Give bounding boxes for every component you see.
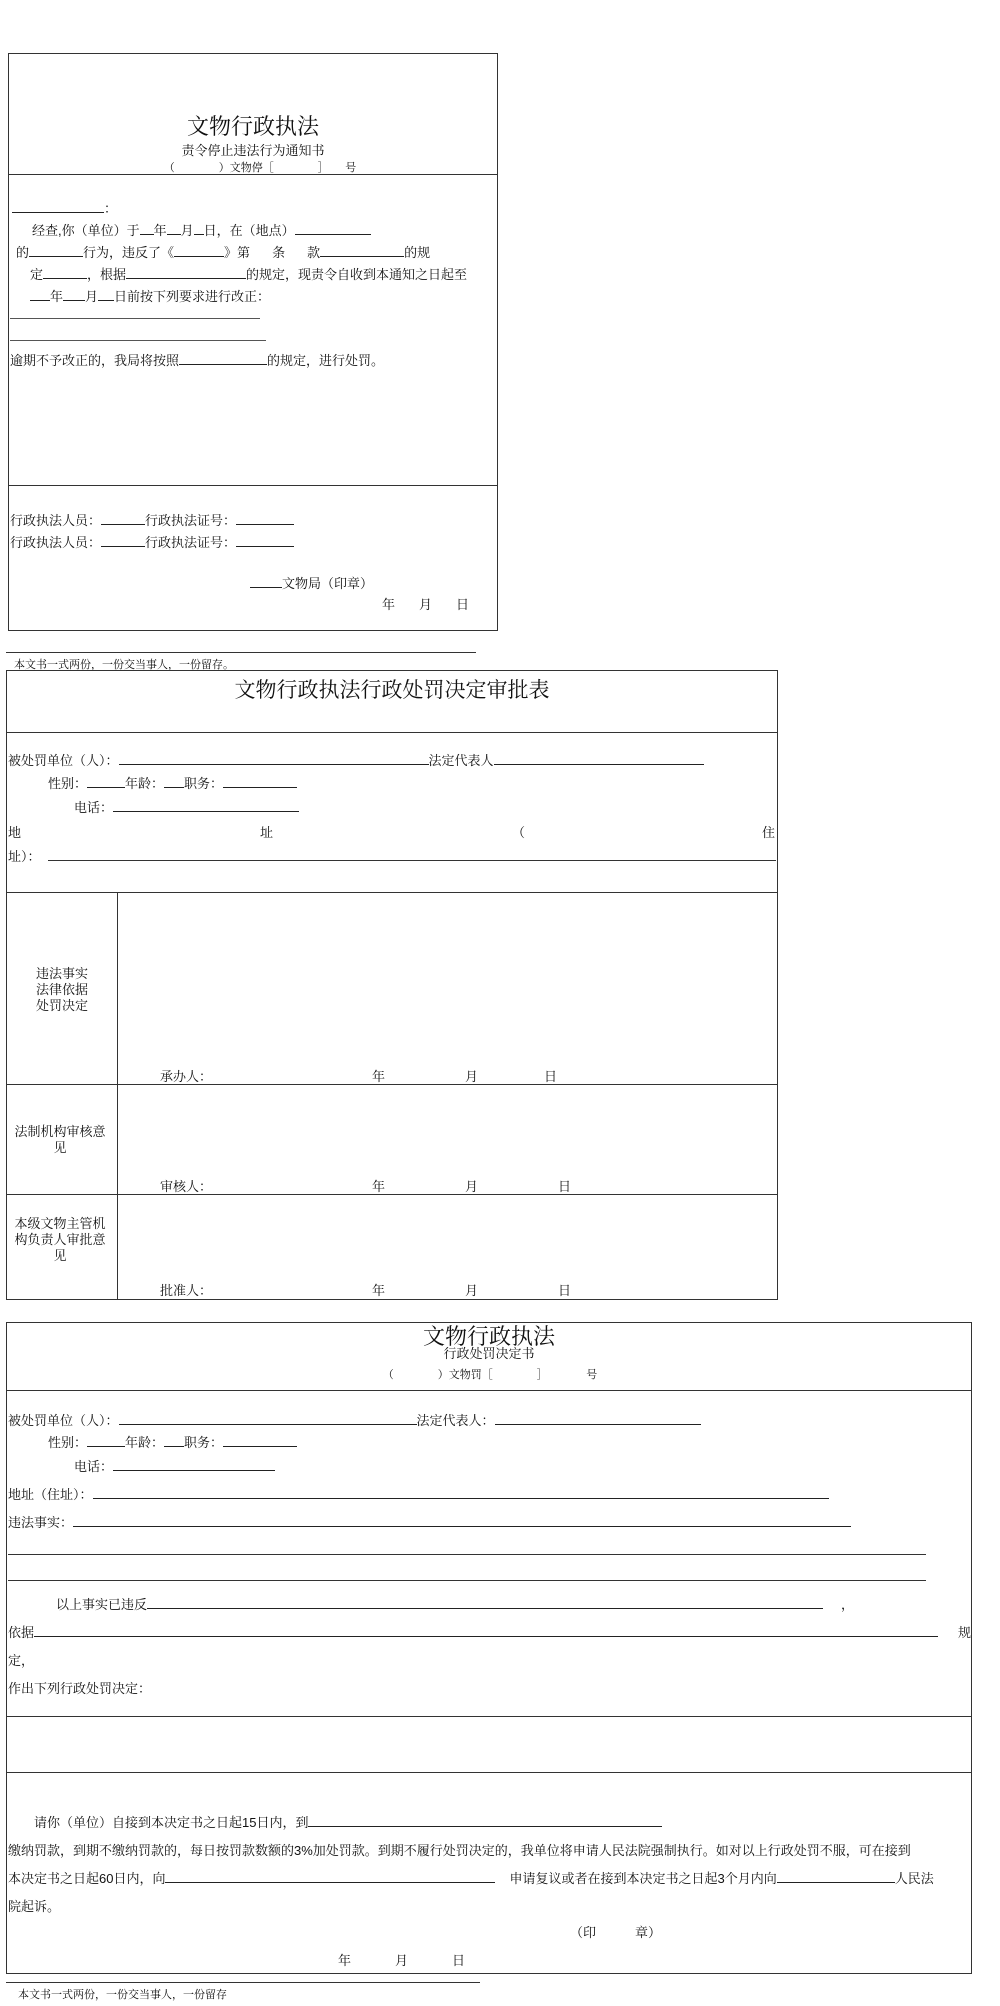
decision-basis-label: 依据 bbox=[8, 1625, 35, 1640]
l7-b: 的规定，进行处罚。 bbox=[267, 353, 385, 368]
notice-title: 文物行政执法 bbox=[186, 114, 319, 139]
row1-year: 年 bbox=[372, 1069, 386, 1084]
decision-basis-end: 规 bbox=[958, 1625, 972, 1640]
decision-pay-c1: 本决定书之日起60日内，向 bbox=[8, 1871, 166, 1886]
notice-line-1 bbox=[32, 220, 371, 239]
decision-age-label: 年龄： bbox=[125, 1435, 165, 1450]
decision-footnote-rule bbox=[6, 1982, 480, 1983]
approval-phone-label: 电话： bbox=[74, 800, 114, 815]
approval-row2-date bbox=[372, 1176, 571, 1195]
notice-year: 年 bbox=[382, 597, 396, 612]
approval-row1-top bbox=[6, 892, 778, 893]
approval-position-label: 职务： bbox=[184, 776, 224, 791]
l3-c: 的规定，现责令自收到本通知之日起至 bbox=[246, 267, 468, 282]
approval-phone-line bbox=[74, 797, 299, 816]
notice-month: 月 bbox=[419, 597, 433, 612]
notice-footnote-rule bbox=[6, 652, 476, 653]
officer1-label: 行政执法人员： bbox=[10, 513, 102, 528]
l7-a: 逾期不予改正的，我局将按照 bbox=[10, 353, 180, 368]
l2-g: 的规 bbox=[404, 245, 431, 260]
approval-row3-sign bbox=[160, 1280, 212, 1299]
decision-facts-blank-1 bbox=[8, 1554, 926, 1555]
decision-header-divider bbox=[6, 1390, 972, 1391]
row1-sign-label: 承办人： bbox=[160, 1069, 213, 1084]
approval-title: 文物行政执法行政处罚决定审批表 bbox=[234, 679, 550, 702]
notice-day: 日 bbox=[456, 597, 470, 612]
l1-c: 月 bbox=[180, 223, 194, 238]
l2-a: 的 bbox=[16, 245, 30, 260]
officer2-label: 行政执法人员： bbox=[10, 535, 102, 550]
l3-a: 定 bbox=[30, 267, 44, 282]
decision-pay-line-b: 缴纳罚款，到期不缴纳罚款的，每日按罚款数额的3%加处罚款。到期不履行处罚决定的，我单位将申请人民法院强制执行。如对以上行政处罚不服，可在接到 bbox=[8, 1843, 911, 1858]
decision-phone-line bbox=[74, 1456, 275, 1475]
decision-above-label: 以上事实已违反 bbox=[56, 1597, 148, 1612]
approval-addr-e: 址）： bbox=[8, 849, 41, 864]
row3-month: 月 bbox=[465, 1283, 479, 1298]
decision-year: 年 bbox=[338, 1953, 352, 1968]
approval-addr-underline bbox=[48, 860, 776, 861]
approval-gender-label: 性别： bbox=[48, 776, 88, 791]
notice-recipient bbox=[12, 198, 117, 217]
notice-line-3 bbox=[30, 264, 467, 283]
decision-pay-c2: 申请复议或者在接到本决定书之日起3个月内向 bbox=[509, 1871, 777, 1886]
decision-position-label: 职务： bbox=[184, 1435, 224, 1450]
approval-party-line bbox=[8, 750, 704, 769]
row3-day: 日 bbox=[558, 1283, 572, 1298]
notice-blank-line-1 bbox=[10, 318, 260, 319]
l2-d: 》第 bbox=[224, 245, 251, 260]
decision-day: 日 bbox=[452, 1953, 466, 1968]
decision-subtitle: 行政处罚决定书 bbox=[443, 1346, 535, 1361]
decision-title: 文物行政执法 bbox=[422, 1324, 555, 1349]
approval-row2-label: 法制机构审核意见 bbox=[14, 1124, 106, 1155]
l2-e: 条 bbox=[272, 245, 286, 260]
decision-facts-label: 违法事实： bbox=[8, 1515, 74, 1530]
bureau-text: 文物局（印章） bbox=[282, 576, 374, 591]
l2-b: 行为 bbox=[83, 245, 110, 260]
l2-c: ，违反了《 bbox=[109, 245, 175, 260]
decision-penalty-top bbox=[6, 1716, 972, 1717]
approval-row2-sign bbox=[160, 1176, 212, 1195]
notice-subtitle: 责令停止违法行为通知书 bbox=[181, 143, 325, 158]
row2-month: 月 bbox=[465, 1179, 479, 1194]
decision-gender-label: 性别： bbox=[48, 1435, 88, 1450]
officer2-cert-label: 行政执法证号： bbox=[145, 535, 237, 550]
approval-legal-rep-label: 法定代表人 bbox=[428, 753, 494, 768]
decision-penalty-bottom bbox=[6, 1772, 972, 1773]
notice-bureau-seal bbox=[250, 573, 373, 592]
notice-date bbox=[382, 594, 469, 613]
row2-year: 年 bbox=[372, 1179, 386, 1194]
l3-b: ，根据 bbox=[87, 267, 127, 282]
decision-legal-rep-label: 法定代表人： bbox=[416, 1413, 495, 1428]
decision-pay-c3: 人民法 bbox=[894, 1871, 934, 1886]
decision-footnote: 本文书一式两份，一份交当事人，一份留存 bbox=[18, 1989, 227, 2001]
approval-age-label: 年龄： bbox=[125, 776, 165, 791]
l1-b: 年 bbox=[153, 223, 167, 238]
approval-row3-date bbox=[372, 1280, 571, 1299]
decision-month: 月 bbox=[395, 1953, 409, 1968]
notice-line-2 bbox=[16, 242, 430, 261]
notice-signature-divider bbox=[8, 485, 498, 486]
decision-facts-blank-2 bbox=[8, 1580, 926, 1581]
row2-sign-label: 审核人： bbox=[160, 1179, 213, 1194]
decision-personal-line bbox=[48, 1432, 297, 1451]
approval-addr-line bbox=[8, 846, 41, 865]
row2-day: 日 bbox=[558, 1179, 572, 1194]
decision-basis-line bbox=[8, 1622, 938, 1641]
l1-d: 日，在（地点） bbox=[203, 223, 295, 238]
row3-sign-label: 批准人： bbox=[160, 1283, 213, 1298]
approval-addr-a: 地 bbox=[8, 825, 22, 840]
approval-row3-label: 本级文物主管机构负责人审批意见 bbox=[14, 1216, 106, 1263]
decision-address-label: 地址（住址）： bbox=[8, 1487, 93, 1502]
l1-a: 经查,你（单位）于 bbox=[32, 223, 140, 238]
decision-doc-number: （ ）文物罚［ ］ 号 bbox=[382, 1369, 598, 1381]
notice-footnote: 本文书一式两份，一份交当事人，一份留存。 bbox=[14, 659, 234, 671]
notice-line-7 bbox=[10, 350, 384, 369]
notice-officer-1 bbox=[10, 510, 294, 529]
recipient-colon: ： bbox=[104, 201, 118, 216]
decision-party-line bbox=[8, 1410, 701, 1429]
decision-comma: ， bbox=[841, 1597, 855, 1612]
decision-seal: （印 章） bbox=[570, 1925, 662, 1940]
decision-pay-line-c bbox=[8, 1868, 934, 1887]
approval-row3-top bbox=[6, 1194, 778, 1195]
approval-row2-top bbox=[6, 1084, 778, 1085]
decision-make-line: 作出下列行政处罚决定： bbox=[8, 1681, 152, 1696]
decision-pay-line-a bbox=[34, 1812, 662, 1831]
approval-column-divider bbox=[117, 892, 118, 1300]
notice-doc-number: （ ）文物停［ ］ 号 bbox=[163, 162, 357, 174]
notice-officer-2 bbox=[10, 532, 294, 551]
approval-row1-sign bbox=[160, 1066, 212, 1085]
approval-row1-date bbox=[372, 1066, 557, 1085]
l4-c: 日前按下列要求进行改正： bbox=[114, 289, 271, 304]
decision-pay-a: 请你（单位）自接到本决定书之日起15日内，到 bbox=[34, 1815, 309, 1830]
notice-blank-line-2 bbox=[10, 340, 266, 341]
decision-address-line bbox=[8, 1484, 829, 1503]
notice-line-4 bbox=[30, 286, 270, 305]
row3-year: 年 bbox=[372, 1283, 386, 1298]
decision-party-label: 被处罚单位（人）： bbox=[8, 1413, 119, 1428]
approval-row1-label: 违法事实法律依据处罚决定 bbox=[35, 966, 88, 1013]
decision-basis-end2: 定， bbox=[8, 1653, 35, 1668]
row1-day: 日 bbox=[544, 1069, 558, 1084]
approval-addr-d: 住 bbox=[762, 825, 776, 840]
approval-title-divider bbox=[6, 732, 778, 733]
l2-f: 款 bbox=[307, 245, 321, 260]
decision-facts-line bbox=[8, 1512, 851, 1531]
approval-party-label: 被处罚单位（人）： bbox=[8, 753, 119, 768]
approval-addr-b: 址 bbox=[260, 825, 274, 840]
row1-month: 月 bbox=[465, 1069, 479, 1084]
officer1-cert-label: 行政执法证号： bbox=[145, 513, 237, 528]
approval-addr-c: （ bbox=[512, 825, 526, 840]
decision-date bbox=[338, 1950, 465, 1969]
decision-pay-line-d: 院起诉。 bbox=[8, 1899, 61, 1914]
approval-personal-line bbox=[48, 773, 297, 792]
decision-phone-label: 电话： bbox=[74, 1459, 114, 1474]
decision-above-line bbox=[56, 1594, 854, 1613]
l4-b: 月 bbox=[85, 289, 99, 304]
l4-a: 年 bbox=[50, 289, 64, 304]
